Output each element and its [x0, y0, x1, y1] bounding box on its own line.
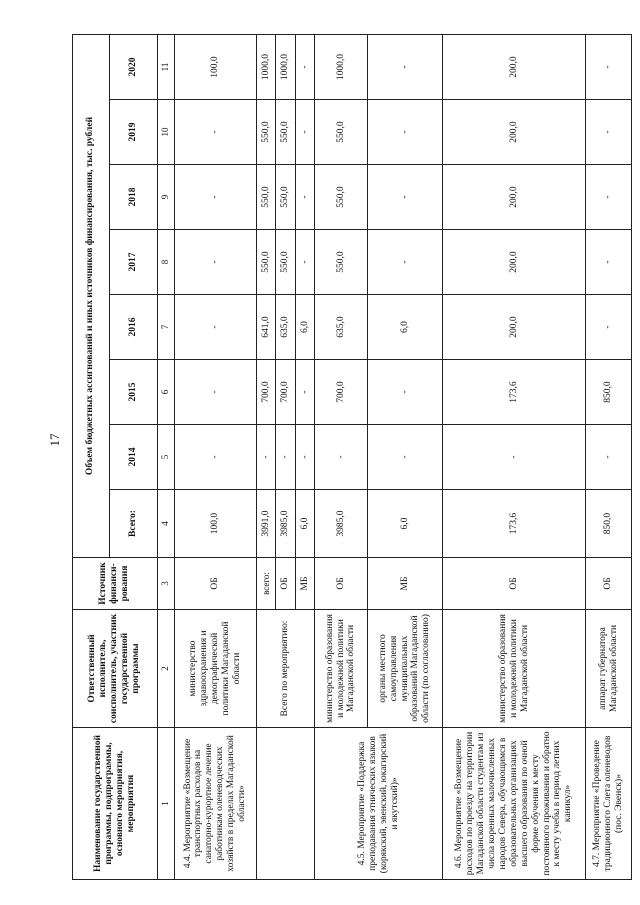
- row-value: -: [256, 425, 275, 490]
- row-name: 4.7. Мероприятие «Проведение традиционного Слета оленеводов (пос. Эвенск)»: [586, 728, 632, 880]
- row-value: 1000,0: [256, 34, 275, 99]
- row-value: 641,0: [256, 295, 275, 360]
- table-row: [256, 34, 275, 879]
- row-value: -: [315, 425, 368, 490]
- row-value: 550,0: [315, 100, 368, 165]
- row-value: -: [174, 165, 256, 230]
- row-value: -: [443, 425, 586, 490]
- row-name-empty: [256, 728, 314, 880]
- row-value: 550,0: [276, 230, 295, 295]
- row-value: 550,0: [256, 100, 275, 165]
- row-value: -: [295, 100, 314, 165]
- row-value: 6,0: [367, 490, 442, 558]
- row-value: -: [174, 295, 256, 360]
- row-executor: министерство образования и молодежной политики Магаданской области: [315, 610, 368, 728]
- table-row: [443, 34, 586, 879]
- financing-table: [72, 34, 632, 880]
- row-value: 3985,0: [276, 490, 295, 558]
- row-value: -: [295, 360, 314, 425]
- row-value: -: [174, 425, 256, 490]
- column-number: 5: [157, 425, 174, 490]
- row-value: 200,0: [443, 295, 586, 360]
- row-source: всего:: [256, 558, 275, 610]
- row-value: -: [367, 425, 442, 490]
- row-value: 173,6: [443, 490, 586, 558]
- row-name: 4.5. Мероприятие «Поддержка преподавания этнических языков (корякский, эвенский, юкагирский и якутский)»: [315, 728, 443, 880]
- table-row: [586, 34, 632, 879]
- row-value: 635,0: [315, 295, 368, 360]
- row-name: 4.6. Мероприятие «Возмещение расходов по проезду на территории Магаданской области студентам из числа коренных малочисленных народов Севера, обучающимся в образовательных организациях высшего образования по очной форме обучения к месту постоянного проживания и обратно к месту учебы в период летних каникул»: [443, 728, 586, 880]
- row-value: 550,0: [315, 165, 368, 230]
- row-value: 550,0: [276, 100, 295, 165]
- row-value: -: [367, 165, 442, 230]
- row-source: ОБ: [315, 558, 368, 610]
- rotated-table-container: [72, 35, 632, 880]
- header-year: 2015: [109, 360, 157, 425]
- column-numbers-row: [157, 34, 174, 879]
- row-value: -: [295, 425, 314, 490]
- row-value: -: [367, 360, 442, 425]
- header-year: 2014: [109, 425, 157, 490]
- row-source: МБ: [367, 558, 442, 610]
- column-number: 11: [157, 34, 174, 99]
- row-value: 550,0: [315, 230, 368, 295]
- row-value: 100,0: [174, 34, 256, 99]
- row-name: 4.4. Мероприятие «Возмещение транспортных расходов на санаторно-курортное лечение работникам оленеводческих хозяйств в пределах Магаданской области»: [174, 728, 256, 880]
- row-value: -: [586, 295, 632, 360]
- row-executor: аппарат губернатора Магаданской области: [586, 610, 632, 728]
- row-value: 200,0: [443, 100, 586, 165]
- row-value: 100,0: [174, 490, 256, 558]
- column-number: 10: [157, 100, 174, 165]
- row-value: -: [586, 230, 632, 295]
- row-value: 550,0: [256, 165, 275, 230]
- column-number: 4: [157, 490, 174, 558]
- row-value: -: [586, 165, 632, 230]
- table-row: [174, 34, 256, 879]
- row-value: 550,0: [276, 165, 295, 230]
- row-value: -: [174, 360, 256, 425]
- row-value: 850,0: [586, 360, 632, 425]
- row-value: -: [295, 165, 314, 230]
- row-value: 700,0: [276, 360, 295, 425]
- header-row-1: [73, 34, 110, 879]
- column-number: 6: [157, 360, 174, 425]
- row-value: 6,0: [295, 295, 314, 360]
- row-value: 6,0: [367, 295, 442, 360]
- row-value: 3991,0: [256, 490, 275, 558]
- header-year: 2020: [109, 34, 157, 99]
- column-number: 2: [157, 610, 174, 728]
- column-number: 7: [157, 295, 174, 360]
- header-year: 2016: [109, 295, 157, 360]
- column-number: 9: [157, 165, 174, 230]
- column-number: 3: [157, 558, 174, 610]
- row-value: -: [295, 34, 314, 99]
- row-value: -: [174, 230, 256, 295]
- row-source: ОБ: [174, 558, 256, 610]
- row-value: -: [367, 34, 442, 99]
- row-executor: Всего по мероприятию:: [256, 610, 314, 728]
- row-value: 635,0: [276, 295, 295, 360]
- row-value: 550,0: [256, 230, 275, 295]
- header-year: 2017: [109, 230, 157, 295]
- header-name: Наименование государственной программы, подпрограммы, основного мероприятия, мероприятия: [73, 728, 158, 880]
- header-total: Всего:: [109, 490, 157, 558]
- row-value: -: [367, 230, 442, 295]
- header-year: 2018: [109, 165, 157, 230]
- row-value: -: [586, 425, 632, 490]
- header-year: 2019: [109, 100, 157, 165]
- row-value: -: [367, 100, 442, 165]
- row-executor: органы местного самоуправления муниципальных образований Магаданской области (по согласованию): [367, 610, 442, 728]
- header-financing-group: Объем бюджетных ассигнований и иных источников финансирования, тыс. рублей: [73, 34, 110, 557]
- row-value: 200,0: [443, 230, 586, 295]
- row-executor: министерство здравоохранения и демографической политики Магаданской области: [174, 610, 256, 728]
- row-value: -: [586, 34, 632, 99]
- header-executor: Ответственный исполнитель, соисполнитель, участник государственной программы: [73, 610, 158, 728]
- row-value: 1000,0: [276, 34, 295, 99]
- row-value: -: [295, 230, 314, 295]
- row-source: МБ: [295, 558, 314, 610]
- column-number: 1: [157, 728, 174, 880]
- row-executor: министерство образования и молодежной политики Магаданской области: [443, 610, 586, 728]
- row-value: 173,6: [443, 360, 586, 425]
- row-value: -: [276, 425, 295, 490]
- header-source: Источник финанси-рования: [73, 558, 158, 610]
- row-source: ОБ: [443, 558, 586, 610]
- page-number: 17: [47, 433, 62, 447]
- row-value: 700,0: [256, 360, 275, 425]
- row-value: 850,0: [586, 490, 632, 558]
- row-value: 3985,0: [315, 490, 368, 558]
- column-number: 8: [157, 230, 174, 295]
- row-value: 6,0: [295, 490, 314, 558]
- row-source: ОБ: [276, 558, 295, 610]
- row-value: -: [174, 100, 256, 165]
- table-row: [315, 34, 368, 879]
- row-value: -: [586, 100, 632, 165]
- row-source: ОБ: [586, 558, 632, 610]
- row-value: 200,0: [443, 34, 586, 99]
- row-value: 1000,0: [315, 34, 368, 99]
- row-value: 200,0: [443, 165, 586, 230]
- row-value: 700,0: [315, 360, 368, 425]
